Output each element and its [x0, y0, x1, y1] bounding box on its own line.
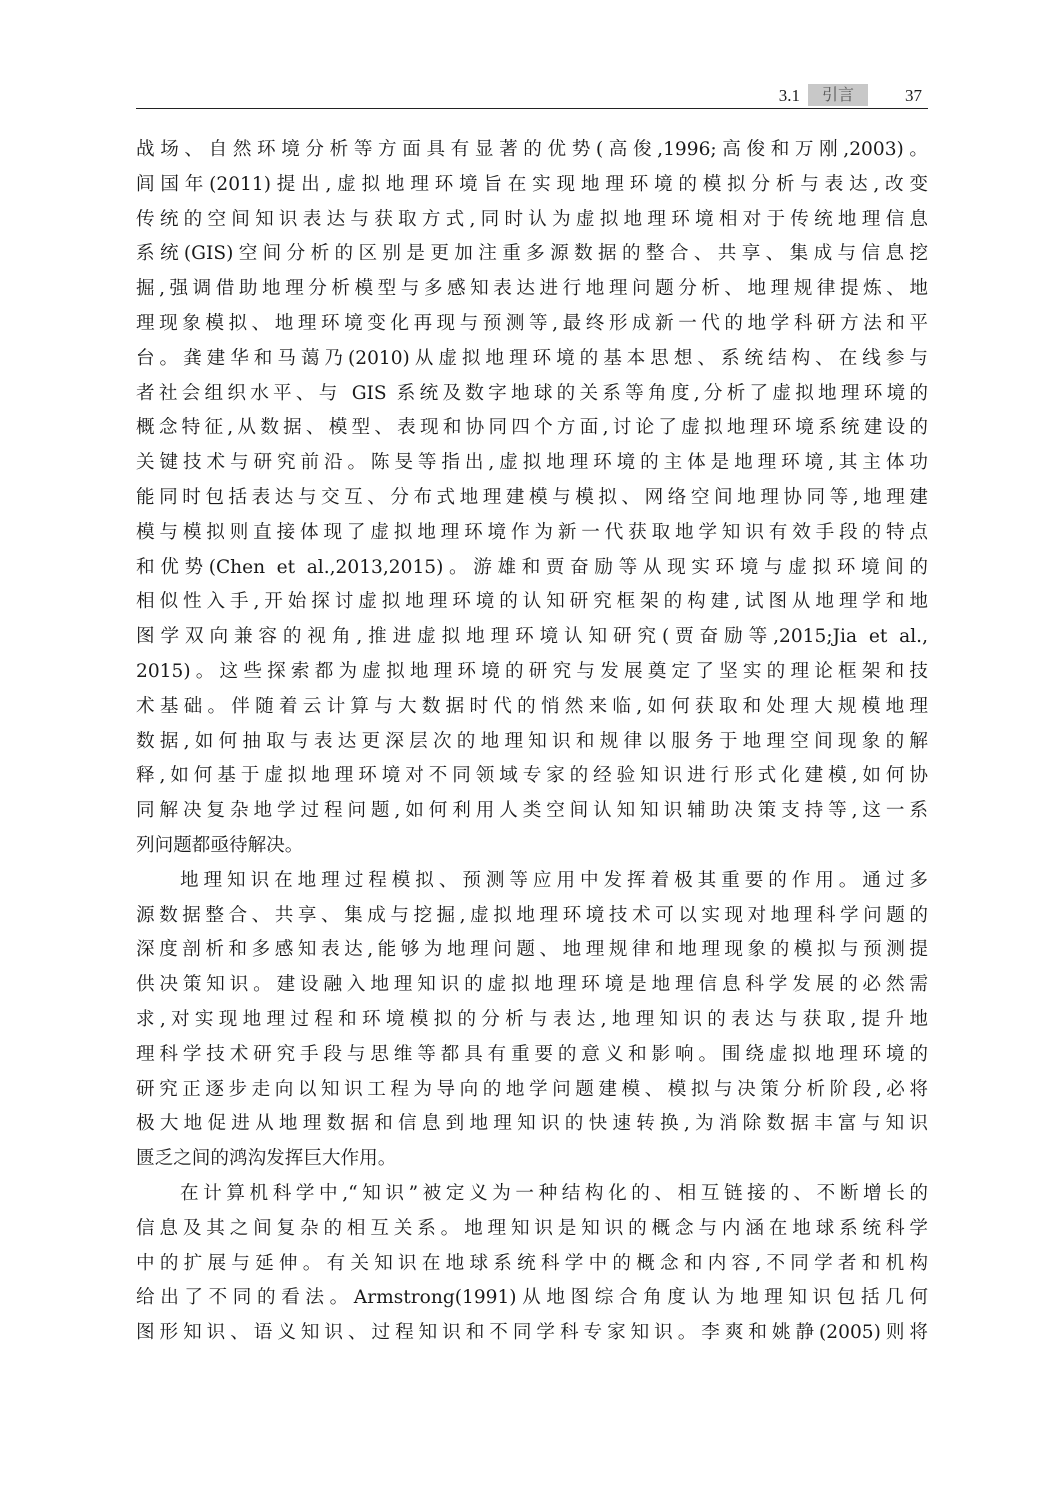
text-line: 在计算机科学中,“知识”被定义为一种结构化的、相互链接的、不断增长的	[180, 1182, 928, 1204]
text-line: 战场、自然环境分析等方面具有显著的优势(高俊,1996;高俊和万刚,2003)。	[136, 139, 928, 160]
text-line: 术基础。伴随着云计算与大数据时代的悄然来临,如何获取和处理大规模地理	[136, 695, 928, 717]
section-number: 3.1	[778, 86, 800, 105]
text-line: 深度剖析和多感知表达,能够为地理问题、地理规律和地理现象的模拟与预测提	[136, 939, 928, 961]
text-line: 地理知识在地理过程模拟、预测等应用中发挥着极其重要的作用。通过多	[180, 869, 928, 891]
text-line: 系统(GIS)空间分析的区别是更加注重多源数据的整合、共享、集成与信息挖	[136, 243, 928, 265]
text-line: 研究正逐步走向以知识工程为导向的地学问题建模、模拟与决策分析阶段,必将	[136, 1078, 928, 1100]
text-line: 匮乏之间的鸿沟发挥巨大作用。	[136, 1148, 397, 1170]
text-line: 2015)。这些探索都为虚拟地理环境的研究与发展奠定了坚实的理论框架和技	[136, 660, 928, 682]
text-line: 理科学技术研究手段与思维等都具有重要的意义和影响。围绕虚拟地理环境的	[136, 1043, 928, 1065]
text-line: 给出了不同的看法。Armstrong(1991)从地图综合角度认为地理知识包括几何	[136, 1287, 928, 1309]
text-line: 同解决复杂地学过程问题,如何利用人类空间认知知识辅助决策支持等,这一系	[136, 800, 928, 822]
text-line: 列问题都亟待解决。	[136, 834, 304, 856]
text-line: 和优势(Chen et al.,2013,2015)。游雄和贾奋励等从现实环境与虚拟环境间的	[136, 556, 928, 578]
text-line: 信息及其之间复杂的相互关系。地理知识是知识的概念与内涵在地球系统科学	[136, 1217, 928, 1239]
page-number: 37	[905, 86, 922, 105]
text-line: 模与模拟则直接体现了虚拟地理环境作为新一代获取地学知识有效手段的特点	[136, 521, 928, 543]
text-line: 能同时包括表达与交互、分布式地理建模与模拟、网络空间地理协同等,地理建	[136, 486, 928, 508]
text-line: 求,对实现地理过程和环境模拟的分析与表达,地理知识的表达与获取,提升地	[136, 1008, 928, 1030]
text-line: 概念特征,从数据、模型、表现和协同四个方面,讨论了虚拟地理环境系统建设的	[136, 417, 928, 439]
text-line: 掘,强调借助地理分析模型与多感知表达进行地理问题分析、地理规律提炼、地	[136, 278, 928, 300]
text-line: 理现象模拟、地理环境变化再现与预测等,最终形成新一代的地学科研方法和平	[136, 312, 928, 334]
text-line: 数据,如何抽取与表达更深层次的地理知识和规律以服务于地理空间现象的解	[136, 730, 928, 752]
text-line: 源数据整合、共享、集成与挖掘,虚拟地理环境技术可以实现对地理科学问题的	[136, 904, 928, 926]
text-line: 关键技术与研究前沿。陈旻等指出,虚拟地理环境的主体是地理环境,其主体功	[136, 452, 928, 474]
text-line: 相似性入手,开始探讨虚拟地理环境的认知研究框架的构建,试图从地理学和地	[136, 591, 928, 613]
text-line: 者社会组织水平、与 GIS 系统及数字地球的关系等角度,分析了虚拟地理环境的	[136, 382, 928, 404]
body-text	[136, 133, 928, 1351]
text-line: 中的扩展与延伸。有关知识在地球系统科学中的概念和内容,不同学者和机构	[136, 1252, 928, 1274]
text-line: 图形知识、语义知识、过程知识和不同学科专家知识。李爽和姚静(2005)则将	[136, 1322, 928, 1344]
section-title-tab: 引言	[808, 84, 868, 106]
text-line: 极大地促进从地理数据和信息到地理知识的快速转换,为消除数据丰富与知识	[136, 1113, 928, 1135]
text-line: 传统的空间知识表达与获取方式,同时认为虚拟地理环境相对于传统地理信息	[136, 208, 928, 230]
text-line: 供决策知识。建设融入地理知识的虚拟地理环境是地理信息科学发展的必然需	[136, 974, 928, 996]
running-header	[136, 84, 928, 109]
text-line: 图学双向兼容的视角,推进虚拟地理环境认知研究(贾奋励等,2015;Jia et al.,	[136, 626, 928, 648]
text-line: 台。龚建华和马蔼乃(2010)从虚拟地理环境的基本思想、系统结构、在线参与	[136, 347, 928, 369]
text-line: 释,如何基于虚拟地理环境对不同领域专家的经验知识进行形式化建模,如何协	[136, 765, 928, 787]
text-line: 闾国年(2011)提出,虚拟地理环境旨在实现地理环境的模拟分析与表达,改变	[136, 173, 928, 195]
